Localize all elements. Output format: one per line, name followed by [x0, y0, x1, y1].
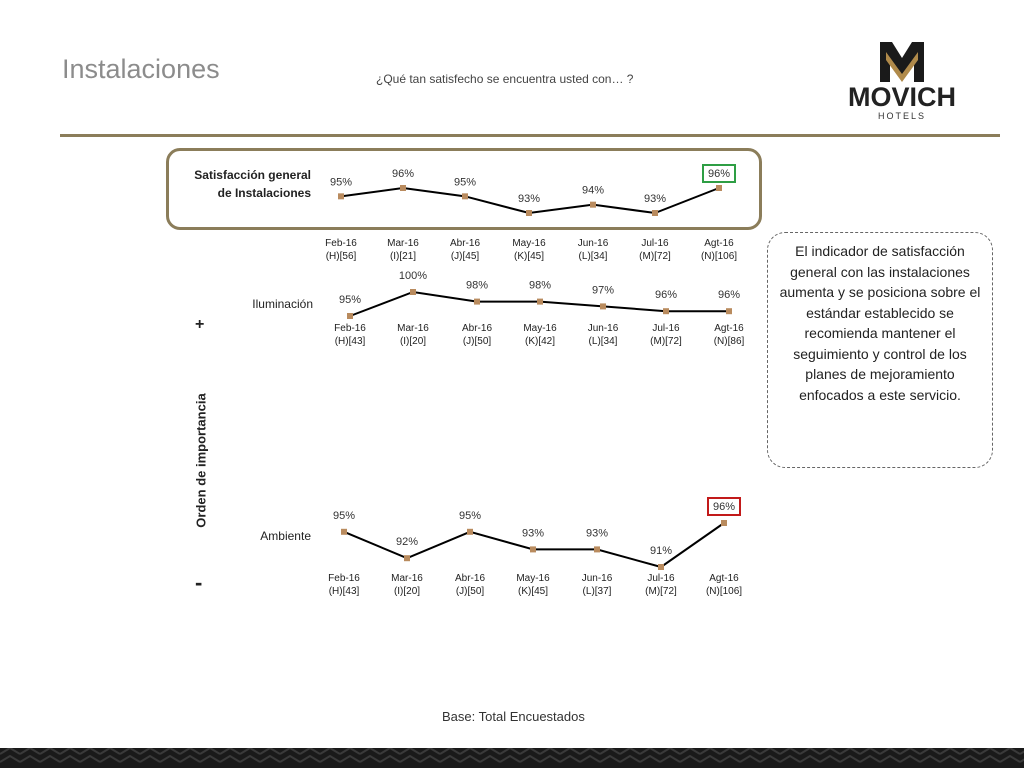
data-label-0-6: 96%	[707, 168, 731, 180]
data-point-0-6	[716, 185, 722, 191]
category-base-2-3: (K)[45]	[517, 586, 549, 597]
data-point-2-6	[721, 520, 727, 526]
data-label-0-3: 93%	[517, 193, 541, 205]
data-point-2-0	[341, 529, 347, 535]
category-base-0-6: (N)[106]	[700, 251, 738, 262]
data-point-2-1	[404, 555, 410, 561]
data-point-1-2	[474, 299, 480, 305]
category-month-0-5: Jul-16	[641, 238, 669, 249]
data-label-1-5: 96%	[654, 289, 678, 302]
category-month-0-4: Jun-16	[577, 238, 609, 249]
data-label-1-6: 96%	[717, 289, 741, 302]
chart-title-general-1: Satisfacción general	[194, 168, 311, 182]
category-month-0-1: Mar-16	[387, 238, 419, 249]
category-base-1-1: (I)[20]	[399, 336, 427, 347]
category-base-0-4: (L)[34]	[578, 251, 608, 262]
category-month-2-5: Jul-16	[647, 573, 675, 584]
importance-axis-label: Orden de importancia	[193, 393, 209, 528]
category-month-1-6: Agt-16	[714, 323, 744, 334]
category-base-0-1: (I)[21]	[389, 251, 417, 262]
data-point-1-0	[347, 313, 353, 319]
data-point-0-0	[338, 193, 344, 199]
data-label-2-6: 96%	[712, 501, 736, 513]
category-base-0-3: (K)[45]	[513, 251, 545, 262]
data-point-1-5	[663, 308, 669, 314]
data-point-0-4	[590, 202, 596, 208]
data-label-1-0: 95%	[338, 294, 362, 306]
survey-question: ¿Qué tan satisfecho se encuentra usted con… ?	[376, 72, 634, 86]
category-base-0-0: (H)[56]	[325, 251, 357, 262]
data-point-1-4	[600, 303, 606, 309]
category-month-2-0: Feb-16	[328, 573, 360, 584]
data-label-2-0: 95%	[332, 509, 356, 522]
category-base-2-0: (H)[43]	[328, 586, 360, 597]
chart-title-general-2: de Instalaciones	[217, 186, 311, 200]
importance-minus: -	[195, 570, 203, 595]
logo-wordmark: MOVICH	[848, 82, 956, 112]
data-point-0-3	[526, 210, 532, 216]
data-label-2-5: 91%	[649, 545, 673, 557]
data-label-2-3: 93%	[521, 527, 545, 540]
category-month-2-2: Abr-16	[454, 573, 486, 584]
page-title: Instalaciones	[62, 54, 220, 84]
category-month-1-4: Jun-16	[587, 323, 619, 334]
category-month-2-4: Jun-16	[581, 573, 613, 584]
data-point-0-5	[652, 210, 658, 216]
data-label-1-1: 100%	[398, 270, 428, 282]
logo-subtitle: HOTELS	[877, 111, 927, 121]
data-label-1-3: 98%	[528, 279, 552, 292]
category-base-1-4: (L)[34]	[588, 336, 618, 347]
category-month-1-0: Feb-16	[334, 323, 366, 334]
data-point-2-3	[530, 546, 536, 552]
category-month-1-1: Mar-16	[397, 323, 429, 334]
data-point-0-1	[400, 185, 406, 191]
data-label-0-2: 95%	[453, 176, 477, 189]
category-month-1-3: May-16	[523, 323, 557, 334]
data-label-1-4: 97%	[591, 284, 615, 297]
category-month-1-2: Abr-16	[461, 323, 493, 334]
category-month-2-3: May-16	[516, 573, 550, 584]
category-base-2-1: (I)[20]	[393, 586, 421, 597]
data-label-0-5: 93%	[643, 193, 667, 205]
data-point-1-3	[537, 299, 543, 305]
chart-title-ambiente: Ambiente	[260, 529, 311, 543]
category-base-1-2: (J)[50]	[462, 336, 492, 347]
category-base-1-3: (K)[42]	[524, 336, 556, 347]
insight-note: El indicador de satisfacción general con las instalaciones aumenta y se posiciona sobre el estándar establecido se recomienda mantener el seguimiento y control de los planes de mejoramiento enfocados a este servicio.	[767, 232, 993, 468]
data-label-2-1: 92%	[395, 536, 419, 549]
category-month-2-6: Agt-16	[709, 573, 739, 584]
category-month-0-0: Feb-16	[325, 238, 357, 249]
category-base-2-6: (N)[106]	[705, 586, 743, 597]
category-month-2-1: Mar-16	[391, 573, 423, 584]
category-month-0-2: Abr-16	[449, 238, 481, 249]
data-label-1-2: 98%	[465, 279, 489, 292]
data-label-0-0: 95%	[329, 176, 353, 189]
category-base-2-5: (M)[72]	[645, 586, 677, 597]
category-base-1-0: (H)[43]	[334, 336, 366, 347]
data-point-2-2	[467, 529, 473, 535]
importance-plus: +	[195, 316, 205, 333]
data-label-2-4: 93%	[585, 527, 609, 540]
category-base-2-4: (L)[37]	[582, 586, 612, 597]
data-label-2-2: 95%	[458, 509, 482, 522]
category-base-0-5: (M)[72]	[639, 251, 671, 262]
base-note: Base: Total Encuestados	[442, 709, 585, 724]
category-base-1-6: (N)[86]	[713, 336, 745, 347]
data-point-2-5	[658, 564, 664, 570]
data-point-1-6	[726, 308, 732, 314]
data-label-0-1: 96%	[391, 168, 415, 180]
data-point-2-4	[594, 546, 600, 552]
category-base-1-5: (M)[72]	[650, 336, 682, 347]
category-month-0-3: May-16	[512, 238, 546, 249]
category-base-2-2: (J)[50]	[455, 586, 485, 597]
category-month-0-6: Agt-16	[704, 238, 734, 249]
data-label-0-4: 94%	[581, 184, 605, 197]
category-month-1-5: Jul-16	[652, 323, 680, 334]
category-base-0-2: (J)[45]	[450, 251, 480, 262]
data-point-0-2	[462, 193, 468, 199]
data-point-1-1	[410, 289, 416, 295]
chart-title-iluminacion: Iluminación	[252, 297, 313, 311]
